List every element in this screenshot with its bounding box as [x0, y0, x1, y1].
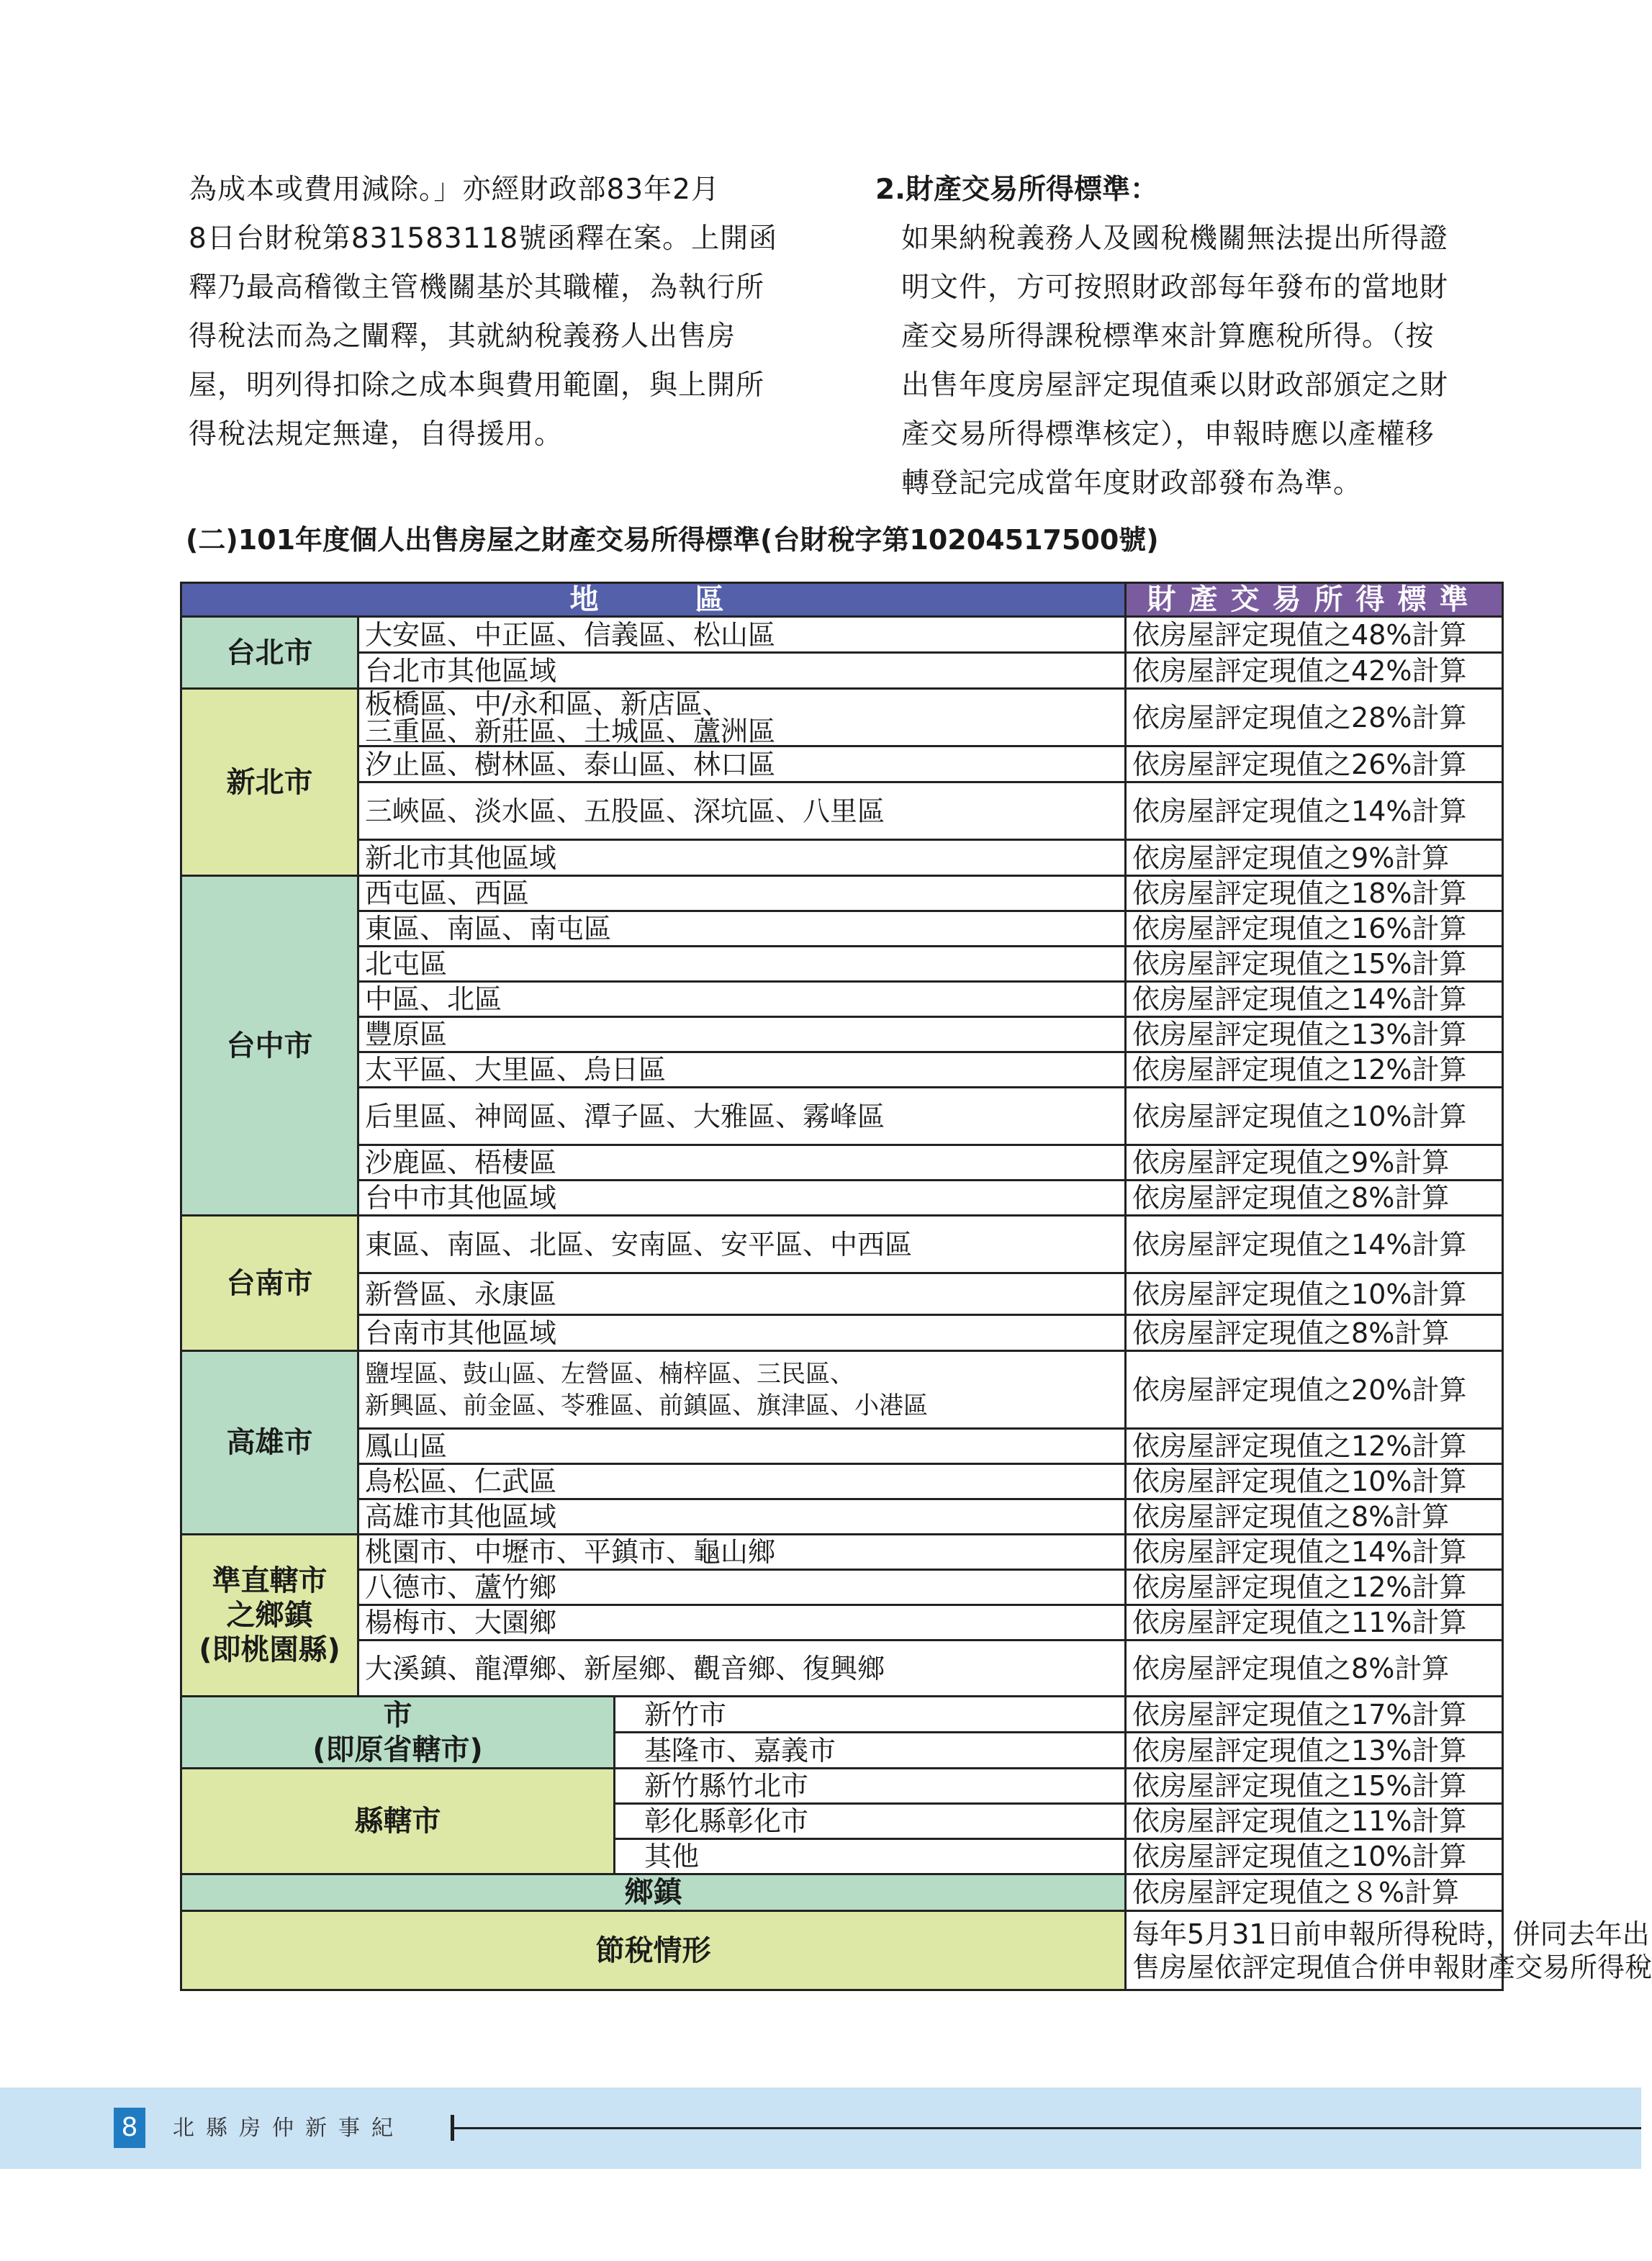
region-cell: 彰化縣彰化市 — [615, 1804, 1126, 1839]
paragraph-line: 為成本或費用減除。」亦經財政部83年2月 — [189, 173, 720, 206]
rate-cell: 依房屋評定現值之8%計算 — [1126, 1315, 1503, 1351]
paragraph-line: 如果納稅義務人及國稅機關無法提出所得證 — [901, 222, 1449, 255]
group-county-city: 縣轄市 — [181, 1769, 615, 1874]
paragraph-line: 得稅法規定無違，自得援用。 — [189, 418, 564, 451]
body-text-right — [875, 166, 1523, 508]
paragraph-line: 8日台財稅第831583118號函釋在案。上開函 — [189, 222, 778, 255]
rate-cell: 依房屋評定現值之10%計算 — [1126, 1839, 1503, 1874]
table-row — [181, 1641, 1503, 1697]
region-cell: 大溪鎮、龍潭鄉、新屋鄉、觀音鄉、復興鄉 — [358, 1641, 1126, 1697]
paragraph-line: 屋，明列得扣除之成本與費用範圍，與上開所 — [189, 369, 765, 402]
table-row — [181, 1088, 1503, 1145]
region-cell: 豐原區 — [358, 1017, 1126, 1052]
rate-cell: 依房屋評定現值之10%計算 — [1126, 1088, 1503, 1145]
group-label-line: 之鄉鎮 — [226, 1599, 313, 1632]
paragraph-line: 得稅法而為之闡釋，其就納稅義務人出售房 — [189, 320, 736, 353]
rate-cell: 依房屋評定現值之14%計算 — [1126, 982, 1503, 1017]
magazine-name: 北縣房仲新事紀 — [173, 2116, 405, 2141]
paragraph-line: 釋乃最高稽徵主管機關基於其職權，為執行所 — [189, 271, 765, 304]
group-label-line: (即桃園縣) — [199, 1633, 340, 1666]
rate-cell: 依房屋評定現值之9%計算 — [1126, 840, 1503, 876]
table-row — [181, 1181, 1503, 1216]
table-row — [181, 746, 1503, 782]
group-taoyuan — [181, 1535, 358, 1697]
table-row — [181, 653, 1503, 689]
rate-cell: 依房屋評定現值之8%計算 — [1126, 1641, 1503, 1697]
rate-cell: 依房屋評定現值之12%計算 — [1126, 1429, 1503, 1464]
region-cell: 西屯區、西區 — [358, 876, 1126, 911]
region-cell: 沙鹿區、梧棲區 — [358, 1145, 1126, 1181]
table-row — [181, 1052, 1503, 1088]
city-kaohsiung: 高雄市 — [181, 1351, 358, 1535]
page-number: 8 — [114, 2108, 145, 2148]
rate-cell: 依房屋評定現值之13%計算 — [1126, 1017, 1503, 1052]
city-new-taipei: 新北市 — [181, 689, 358, 876]
body-text-left — [189, 166, 822, 459]
paragraph-line: 產交易所得標準核定），申報時應以產權移 — [901, 418, 1435, 451]
group-label-line: (即原省轄市) — [312, 1733, 483, 1766]
rate-cell: 依房屋評定現值之15%計算 — [1126, 947, 1503, 982]
region-cell: 台北市其他區域 — [358, 653, 1126, 689]
rate-cell: 依房屋評定現值之18%計算 — [1126, 876, 1503, 911]
group-provincial-city — [181, 1697, 615, 1769]
rate-cell: 依房屋評定現值之12%計算 — [1126, 1570, 1503, 1605]
table-row — [181, 1216, 1503, 1273]
table-row — [181, 1017, 1503, 1052]
region-cell — [358, 1351, 1126, 1429]
table-row — [181, 911, 1503, 947]
group-tax-saving: 節稅情形 — [181, 1911, 1126, 1990]
rate-cell: 依房屋評定現值之8%計算 — [1126, 1181, 1503, 1216]
table-row — [181, 1570, 1503, 1605]
region-cell: 東區、南區、南屯區 — [358, 911, 1126, 947]
region-line: 新興區、前金區、苓雅區、前鎮區、旗津區、小港區 — [365, 1391, 928, 1420]
paragraph-line: 明文件，方可按照財政部每年發布的當地財 — [901, 271, 1449, 304]
header-standard: 財產交易所得標準 — [1126, 583, 1503, 617]
city-tainan: 台南市 — [181, 1216, 358, 1351]
region-line: 板橋區、中/永和區、新店區、 — [365, 687, 730, 720]
region-cell: 八德市、蘆竹鄉 — [358, 1570, 1126, 1605]
rate-cell: 依房屋評定現值之9%計算 — [1126, 1145, 1503, 1181]
table-row — [181, 1769, 1503, 1804]
paragraph-line: 轉登記完成當年度財政部發布為準。 — [901, 467, 1363, 500]
rate-cell: 依房屋評定現值之13%計算 — [1126, 1733, 1503, 1769]
footer-rule — [453, 2127, 1641, 2129]
table-row — [181, 840, 1503, 876]
region-line: 三重區、新莊區、土城區、蘆洲區 — [365, 715, 776, 747]
table-title: (二)101年度個人出售房屋之財產交易所得標準(台財稅字第10204517500號) — [186, 524, 1159, 556]
region-cell: 中區、北區 — [358, 982, 1126, 1017]
table-row — [181, 1429, 1503, 1464]
rate-cell: 依房屋評定現值之8%計算 — [1126, 1499, 1503, 1535]
table-row — [181, 1911, 1503, 1990]
rate-cell: 依房屋評定現值之15%計算 — [1126, 1769, 1503, 1804]
rate-cell: 依房屋評定現值之14%計算 — [1126, 1535, 1503, 1570]
region-cell: 北屯區 — [358, 947, 1126, 982]
rate-cell: 依房屋評定現值之20%計算 — [1126, 1351, 1503, 1429]
rate-cell: 依房屋評定現值之17%計算 — [1126, 1697, 1503, 1733]
table-row — [181, 1315, 1503, 1351]
city-taipei: 台北市 — [181, 617, 358, 689]
region-cell: 高雄市其他區域 — [358, 1499, 1126, 1535]
table-row — [181, 947, 1503, 982]
table-row — [181, 982, 1503, 1017]
table-row — [181, 1351, 1503, 1429]
rate-cell: 依房屋評定現值之11%計算 — [1126, 1605, 1503, 1641]
rate-cell: 依房屋評定現值之48%計算 — [1126, 617, 1503, 653]
section-body — [875, 215, 1523, 508]
table-row — [181, 1605, 1503, 1641]
table-row — [181, 1145, 1503, 1181]
rate-cell: 依房屋評定現值之10%計算 — [1126, 1273, 1503, 1315]
table-row — [181, 782, 1503, 840]
rate-cell: 依房屋評定現值之42%計算 — [1126, 653, 1503, 689]
paragraph-line: 產交易所得課稅標準來計算應稅所得。（按 — [901, 320, 1435, 353]
group-township: 鄉鎮 — [181, 1874, 1126, 1911]
table-header-row — [181, 583, 1503, 617]
region-cell: 其他 — [615, 1839, 1126, 1874]
table-row — [181, 1273, 1503, 1315]
table-row — [181, 1874, 1503, 1911]
region-cell: 新北市其他區域 — [358, 840, 1126, 876]
table-row — [181, 689, 1503, 746]
table-row — [181, 1535, 1503, 1570]
region-cell: 新營區、永康區 — [358, 1273, 1126, 1315]
region-cell: 大安區、中正區、信義區、松山區 — [358, 617, 1126, 653]
rate-cell: 依房屋評定現值之12%計算 — [1126, 1052, 1503, 1088]
header-region: 地 區 — [181, 583, 1126, 617]
group-label-line: 準直轄市 — [212, 1564, 328, 1597]
note-line: 售房屋依評定現值合併申報財產交易所得稅 — [1132, 1951, 1652, 1983]
rate-cell: 依房屋評定現值之28%計算 — [1126, 689, 1503, 746]
region-cell: 新竹市 — [615, 1697, 1126, 1733]
table-row — [181, 617, 1503, 653]
region-cell: 桃園市、中壢市、平鎮市、龜山鄉 — [358, 1535, 1126, 1570]
table-row — [181, 1499, 1503, 1535]
region-cell: 楊梅市、大園鄉 — [358, 1605, 1126, 1641]
tax-saving-note — [1126, 1911, 1652, 1990]
region-cell: 東區、南區、北區、安南區、安平區、中西區 — [358, 1216, 1126, 1273]
rate-cell: 依房屋評定現值之14%計算 — [1126, 782, 1503, 840]
paragraph-line: 出售年度房屋評定現值乘以財政部頒定之財 — [901, 369, 1449, 402]
section-heading: 2.財產交易所得標準： — [875, 173, 1158, 206]
note-line: 每年5月31日前申報所得稅時，併同去年出 — [1132, 1918, 1650, 1950]
region-cell: 后里區、神岡區、潭子區、大雅區、霧峰區 — [358, 1088, 1126, 1145]
region-cell: 太平區、大里區、烏日區 — [358, 1052, 1126, 1088]
group-label-line: 市 — [383, 1698, 412, 1732]
table-row — [181, 1697, 1503, 1733]
city-taichung: 台中市 — [181, 876, 358, 1216]
rate-cell: 依房屋評定現值之26%計算 — [1126, 746, 1503, 782]
tax-standard-table — [180, 582, 1652, 1991]
rate-cell: 依房屋評定現值之11%計算 — [1126, 1804, 1503, 1839]
region-cell: 鳥松區、仁武區 — [358, 1464, 1126, 1499]
region-cell: 基隆市、嘉義市 — [615, 1733, 1126, 1769]
rate-cell: 依房屋評定現值之14%計算 — [1126, 1216, 1503, 1273]
region-cell: 鳳山區 — [358, 1429, 1126, 1464]
rate-cell: 依房屋評定現值之８%計算 — [1126, 1874, 1503, 1911]
region-cell: 台南市其他區域 — [358, 1315, 1126, 1351]
region-line: 鹽埕區、鼓山區、左營區、楠梓區、三民區、 — [365, 1359, 854, 1389]
region-cell: 台中市其他區域 — [358, 1181, 1126, 1216]
region-cell: 新竹縣竹北市 — [615, 1769, 1126, 1804]
table-row — [181, 876, 1503, 911]
region-cell: 三峽區、淡水區、五股區、深坑區、八里區 — [358, 782, 1126, 840]
rate-cell: 依房屋評定現值之10%計算 — [1126, 1464, 1503, 1499]
rate-cell: 依房屋評定現值之16%計算 — [1126, 911, 1503, 947]
region-cell: 汐止區、樹林區、泰山區、林口區 — [358, 746, 1126, 782]
region-cell — [358, 689, 1126, 746]
table-row — [181, 1464, 1503, 1499]
